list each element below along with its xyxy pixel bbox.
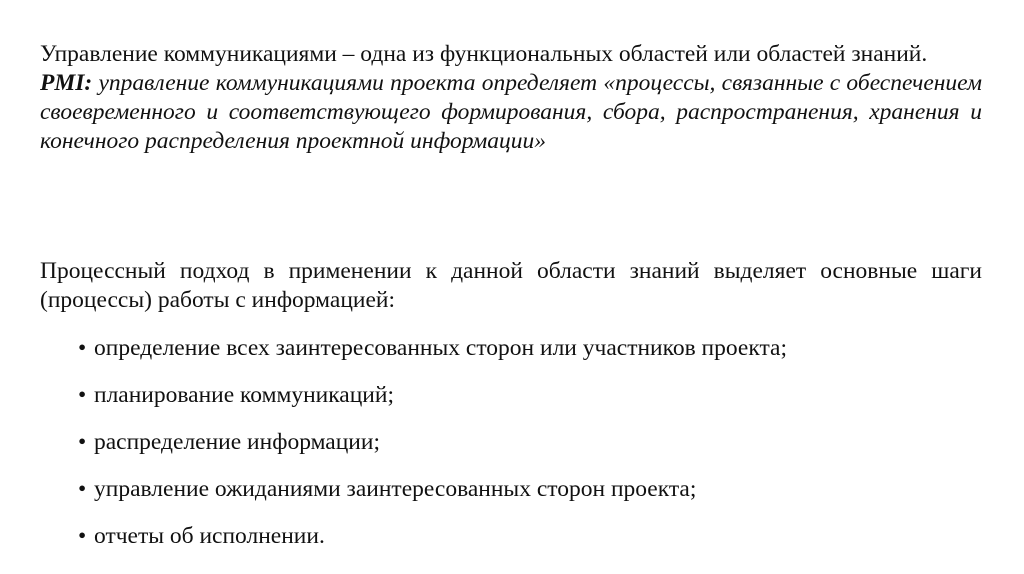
list-item-text: планирование коммуникаций; [94, 382, 394, 408]
list-item-text: управление ожиданиями заинтересованных сторон проекта; [94, 476, 697, 502]
process-approach-paragraph: Процессный подход в применении к данной области знаний выделяет основные шаги (процессы) работы с информацией: [40, 258, 982, 313]
list-item [78, 381, 787, 410]
list-item-text: отчеты об исполнении. [94, 523, 325, 549]
list-item [78, 522, 787, 551]
pmi-label: PMI: [40, 70, 93, 96]
process-steps-list [78, 334, 787, 569]
definition-block [40, 40, 982, 156]
process-approach-block [40, 257, 982, 315]
list-item-text: определение всех заинтересованных сторон или участников проекта; [94, 335, 787, 361]
intro-paragraph: Управление коммуникациями – одна из функциональных областей или областей знаний. [40, 41, 928, 67]
bullet-icon: • [78, 335, 87, 361]
pmi-paragraph [40, 69, 982, 156]
list-item [78, 334, 787, 363]
bullet-icon: • [78, 429, 87, 455]
bullet-icon: • [78, 523, 87, 549]
list-item [78, 475, 787, 504]
list-item [78, 428, 787, 457]
pmi-definition: управление коммуникациями проекта определяет «процессы, связанные с обеспечением своевременного и соответствующего формирования, сбора, распространения, хранения и конечного распределения проектной информации» [40, 70, 983, 154]
list-item-text: распределение информации; [94, 429, 380, 455]
bullet-icon: • [78, 476, 87, 502]
bullet-icon: • [78, 382, 87, 408]
